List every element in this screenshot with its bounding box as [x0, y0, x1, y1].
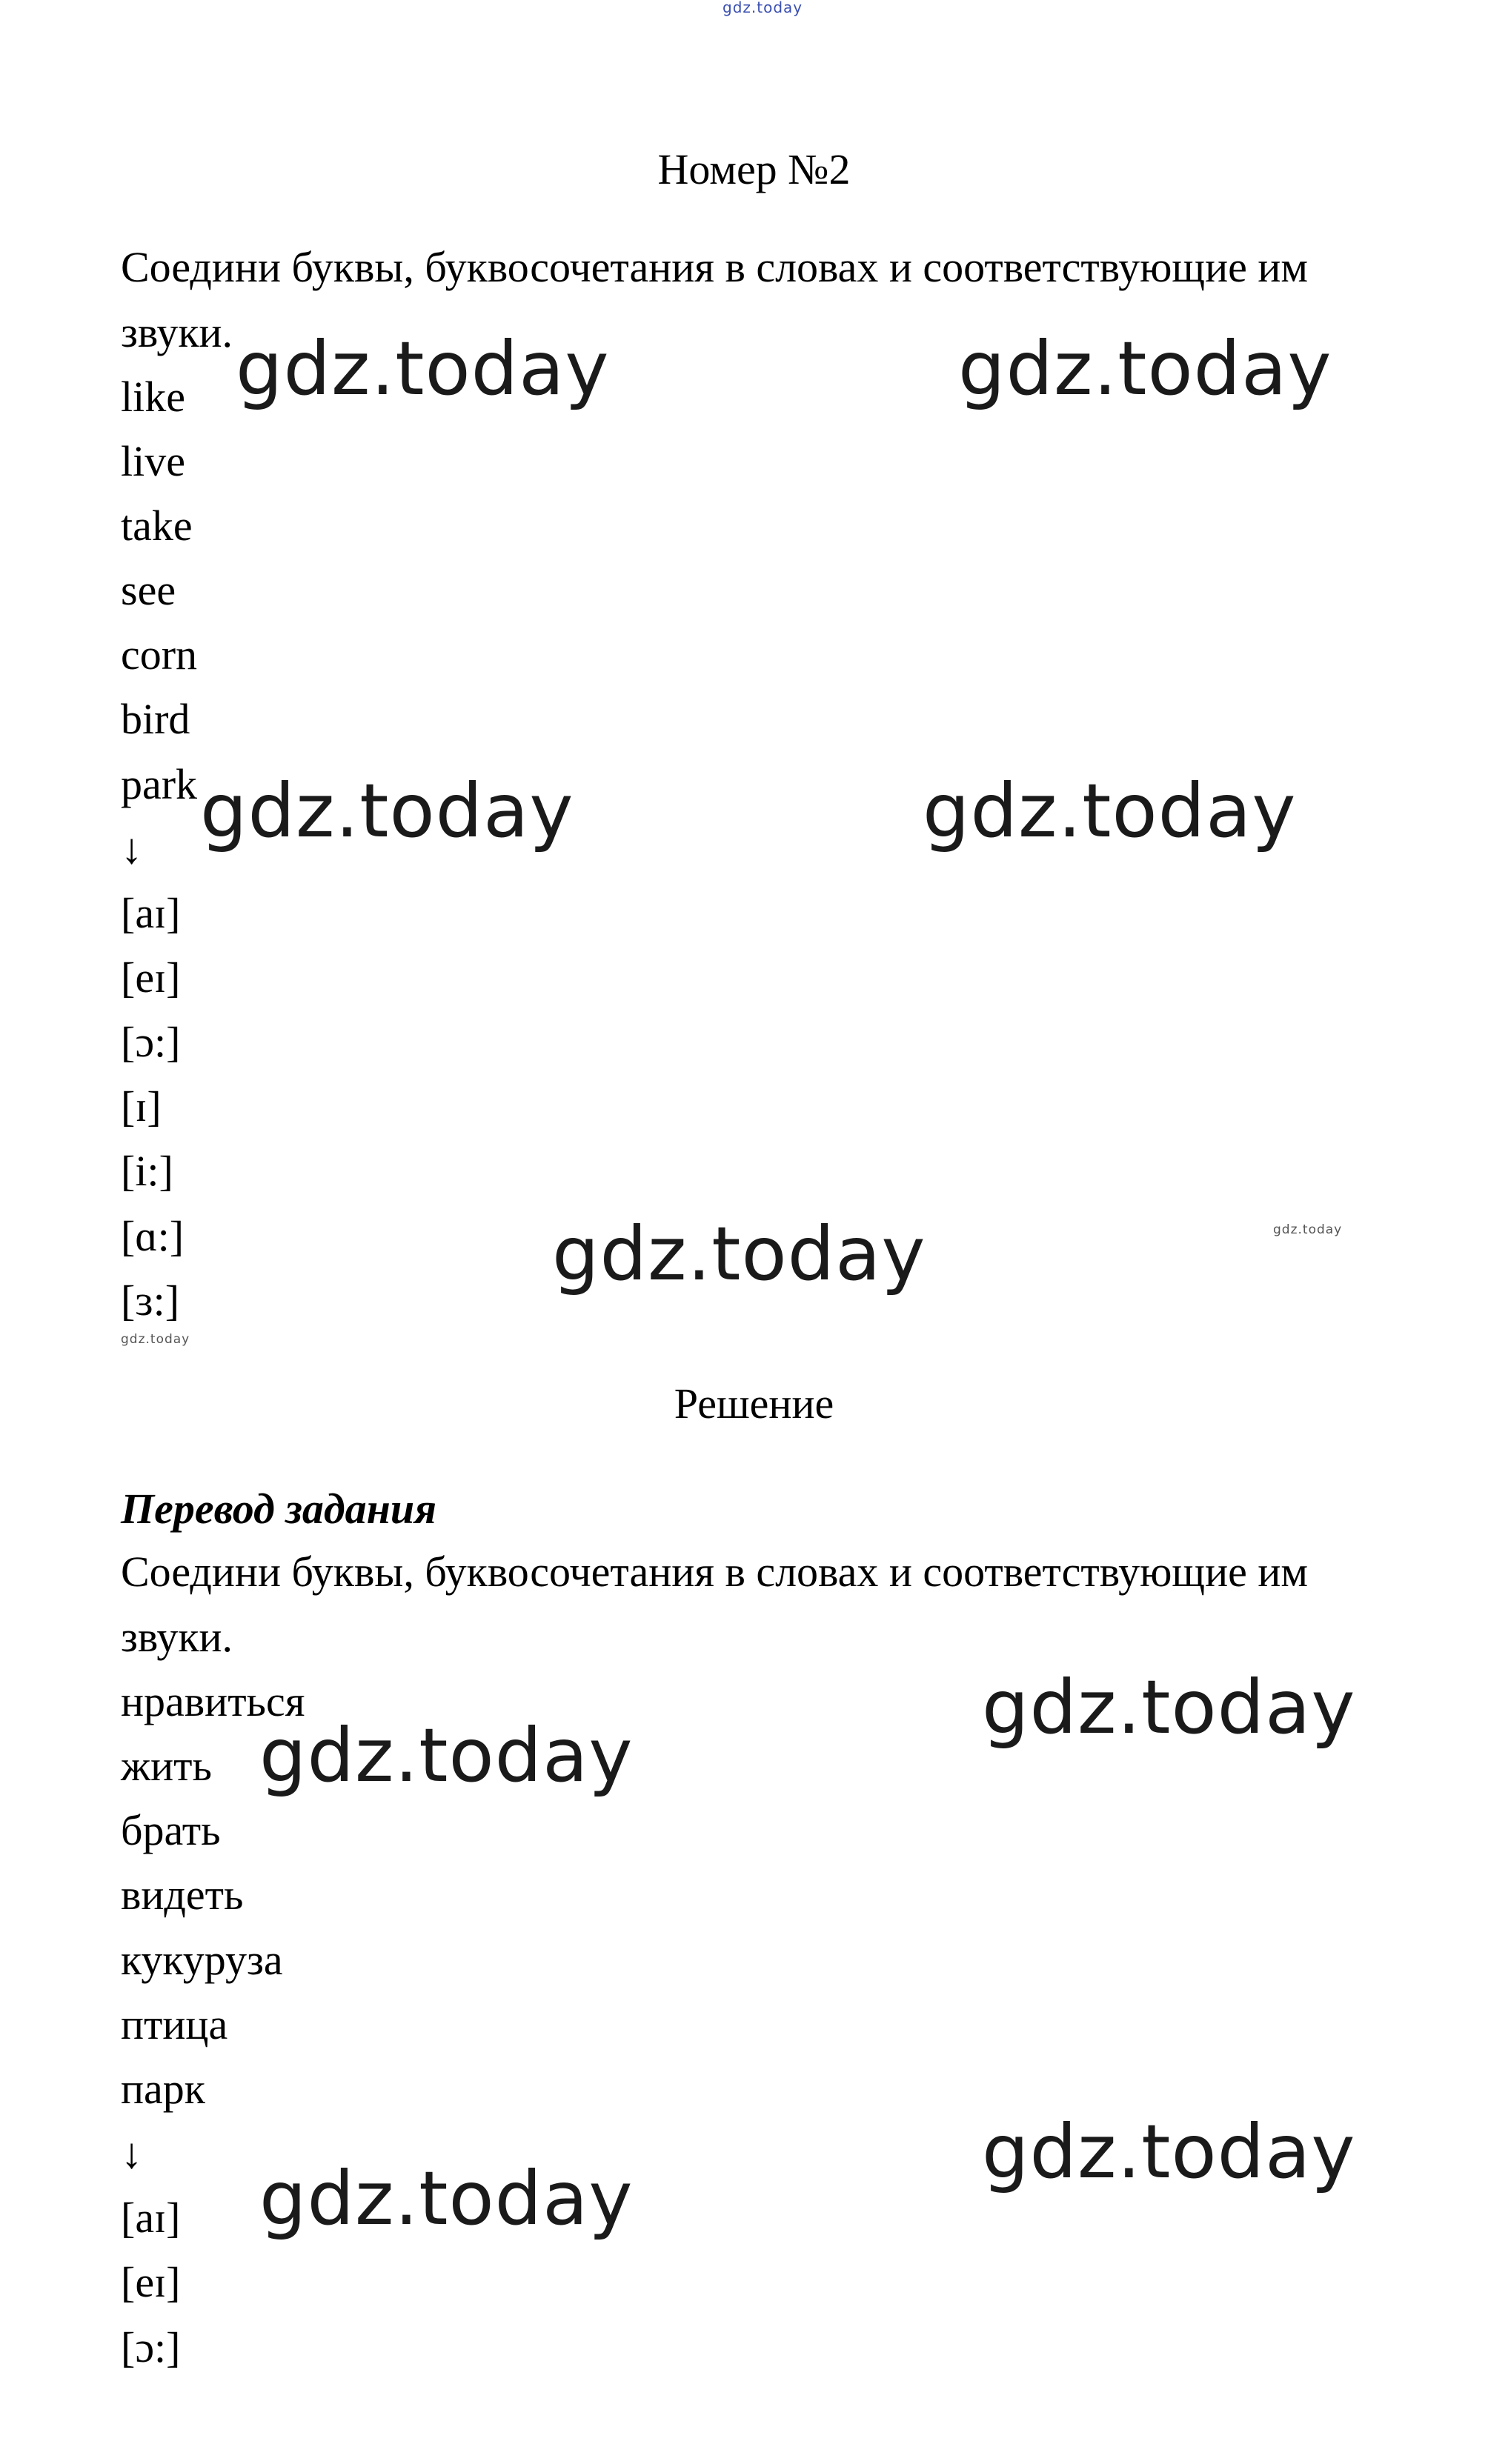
solution-word: брать — [121, 1806, 221, 1854]
watermark: gdz.today — [958, 325, 1332, 412]
watermark: gdz.today — [923, 767, 1297, 854]
task-title: Номер №2 — [657, 145, 851, 193]
watermark-small: gdz.today — [121, 1332, 190, 1347]
solution-sound: [ɔ:] — [121, 2323, 181, 2371]
task-sound: [aɪ] — [121, 889, 181, 937]
watermark-small: gdz.today — [1273, 1222, 1343, 1237]
task-word: park — [121, 760, 198, 808]
task-instruction-line2: звуки. — [121, 308, 233, 356]
watermark: gdz.today — [259, 1712, 634, 1799]
solution-sound: [aɪ] — [121, 2194, 181, 2242]
watermark: gdz.today — [552, 1211, 926, 1297]
watermark: gdz.today — [982, 1664, 1356, 1751]
solution-word: жить — [121, 1742, 212, 1790]
solution-word: птица — [121, 2000, 228, 2048]
task-sound: [ɔ:] — [121, 1018, 181, 1066]
solution-title: Решение — [674, 1379, 834, 1428]
task-word: bird — [121, 695, 190, 743]
watermark: gdz.today — [236, 325, 610, 412]
task-sound: [ɑ:] — [121, 1212, 185, 1260]
translation-heading: Перевод задания — [121, 1485, 436, 1533]
task-word: take — [121, 502, 193, 550]
down-arrow-icon: ↓ — [121, 825, 142, 873]
task-word: corn — [121, 630, 198, 679]
task-word: like — [121, 373, 185, 421]
down-arrow-icon: ↓ — [121, 2129, 142, 2177]
task-word: live — [121, 437, 185, 485]
solution-word: кукуруза — [121, 1936, 283, 1984]
task-sound: [eɪ] — [121, 953, 181, 1002]
watermark: gdz.today — [982, 2108, 1356, 2195]
solution-word: парк — [121, 2065, 205, 2113]
watermark-small: gdz.today — [723, 0, 803, 16]
watermark: gdz.today — [259, 2155, 634, 2242]
solution-sound: [eɪ] — [121, 2258, 181, 2306]
solution-word: нравиться — [121, 1677, 305, 1725]
task-sound: [i:] — [121, 1147, 173, 1195]
solution-instruction-line1: Соедини буквы, буквосочетания в словах и соответствующие им — [121, 1548, 1309, 1596]
solution-word: видеть — [121, 1871, 244, 1919]
task-sound: [ɜ:] — [121, 1276, 180, 1325]
solution-instruction-line2: звуки. — [121, 1613, 233, 1661]
task-word: see — [121, 566, 176, 614]
task-instruction-line1: Соедини буквы, буквосочетания в словах и соответствующие им — [121, 243, 1309, 291]
watermark: gdz.today — [200, 767, 574, 854]
task-sound: [ɪ] — [121, 1082, 162, 1131]
